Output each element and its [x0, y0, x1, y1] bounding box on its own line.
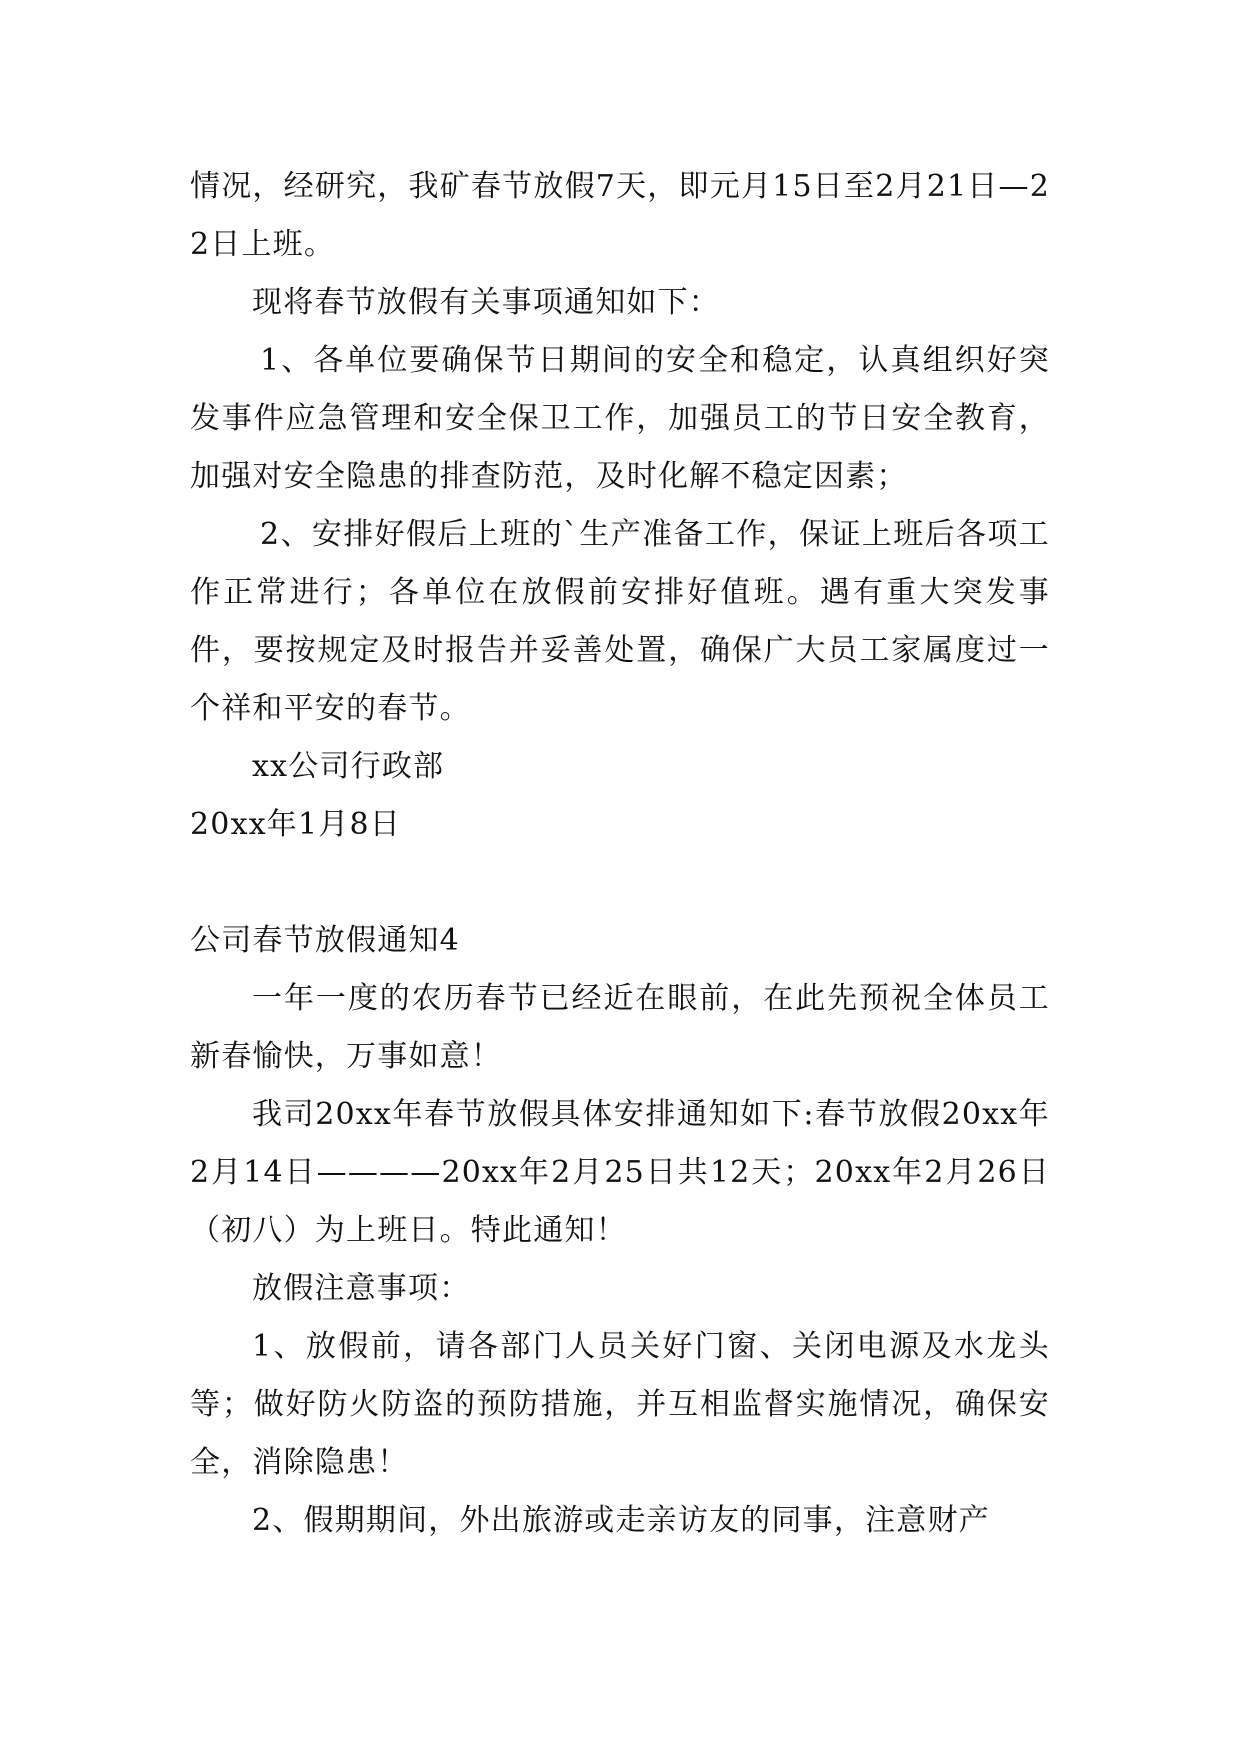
section-title: 公司春节放假通知4	[190, 923, 460, 958]
paragraph-holiday-dates: 情况，经研究，我矿春节放假7天，即元月15日至2月21日—22日上班。	[190, 169, 1050, 262]
signature-date: 20xx年1月8日	[190, 807, 401, 842]
paragraph-notice-intro: 现将春节放假有关事项通知如下：	[252, 285, 720, 320]
paragraph-item-1-safety: 1、各单位要确保节日期间的安全和稳定，认真组织好突发事件应急管理和安全保卫工作，加强员工的节日安全教育，加强对安全隐患的排查防范，及时化解不稳定因素；	[190, 343, 1050, 494]
document-body	[190, 158, 1050, 1550]
signature-company: xx公司行政部	[252, 749, 445, 784]
paragraph-holiday-schedule: 我司20xx年春节放假具体安排通知如下:春节放假20xx年2月14日————20xx年2月25日共12天；20xx年2月26日（初八）为上班日。特此通知！	[190, 1097, 1050, 1248]
paragraph-precaution-2: 2、假期期间，外出旅游或走亲访友的同事，注意财产	[252, 1503, 990, 1538]
paragraph-precautions-heading: 放假注意事项：	[252, 1271, 471, 1306]
paragraph-precaution-1: 1、放假前，请各部门人员关好门窗、关闭电源及水龙头等；做好防火防盗的预防措施，并互相监督实施情况，确保安全，消除隐患！	[190, 1329, 1050, 1480]
paragraph-item-2-preparation: 2、安排好假后上班的`生产准备工作，保证上班后各项工作正常进行；各单位在放假前安排好值班。遇有重大突发事件，要按规定及时报告并妥善处置，确保广大员工家属度过一个祥和平安的春节。	[190, 517, 1050, 726]
section-gap	[190, 854, 1050, 912]
paragraph-greeting: 一年一度的农历春节已经近在眼前，在此先预祝全体员工新春愉快，万事如意！	[190, 981, 1050, 1074]
